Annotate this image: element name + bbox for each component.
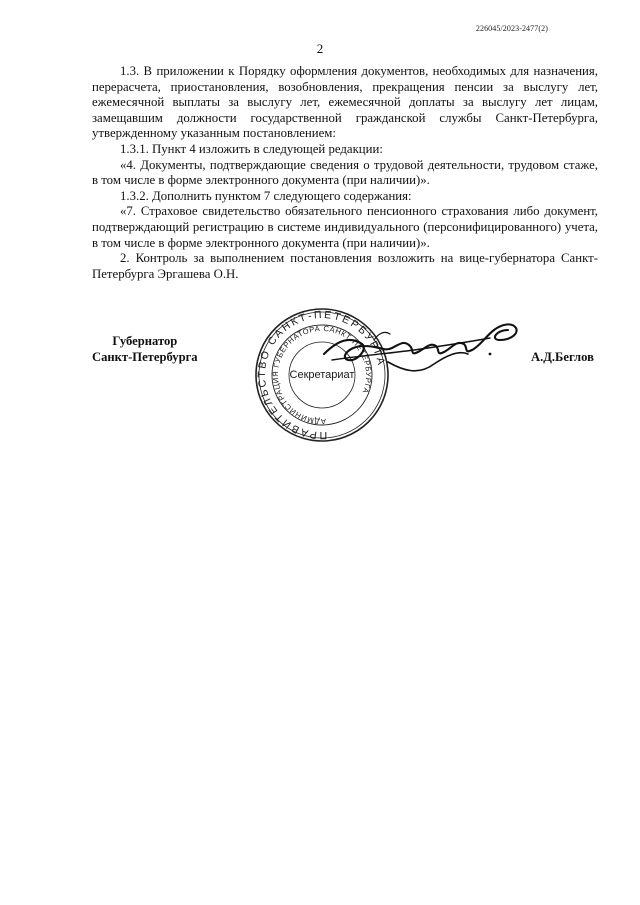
paragraph-item-4: «4. Документы, подтверждающие сведения о трудовой деятельности, трудовом стаже, в том числе в форме электронного документа (при наличии)». <box>92 157 598 188</box>
document-body <box>92 64 598 282</box>
seal-center-text: Секретариат <box>289 369 355 381</box>
paragraph-2: 2. Контроль за выполнением постановления возложить на вице-губернатора Санкт-Петербурга Эргашева О.Н. <box>92 251 598 281</box>
seal-outer-text: ПРАВИТЕЛЬСТВО САНКТ-ПЕТЕРБУРГА <box>255 308 388 442</box>
signatory-name: А.Д.Беглов <box>531 350 594 364</box>
signatory-title <box>92 333 198 365</box>
seal-inner-text: АДМИНИСТРАЦИЯ ГУБЕРНАТОРА САНКТ-ПЕТЕРБУРГА <box>270 323 374 427</box>
paragraph-1-3-1: 1.3.1. Пункт 4 изложить в следующей редакции: <box>120 141 383 156</box>
signatory-title-line1: Губернатор <box>112 334 178 348</box>
page-number: 2 <box>316 41 324 56</box>
handwritten-signature <box>318 310 528 390</box>
paragraph-1-3-2: 1.3.2. Дополнить пунктом 7 следующего содержания: <box>120 188 412 203</box>
paragraph-1-3: 1.3. В приложении к Порядку оформления документов, необходимых для назначения, перерасчета, приостановления, возобновления, прекращения пенсии за выслугу лет, ежемесячной выплаты за выслугу лет, ежемесячной доплаты за выслугу лет лицам, замещавшим должности государственной гражданской службы Санкт-Петербурга, утвержденному указанным постановлением: <box>92 64 598 141</box>
signatory-title-line2: Санкт-Петербурга <box>92 350 198 364</box>
paragraph-item-7: «7. Страховое свидетельство обязательного пенсионного страхования либо документ, подтверждающий регистрацию в системе индивидуального (персонифицированного) учета, в том числе в форме электронного документа (при наличии)». <box>92 204 598 250</box>
document-id: 226045/2023-2477(2) <box>475 24 548 33</box>
signature-dot <box>489 353 492 356</box>
